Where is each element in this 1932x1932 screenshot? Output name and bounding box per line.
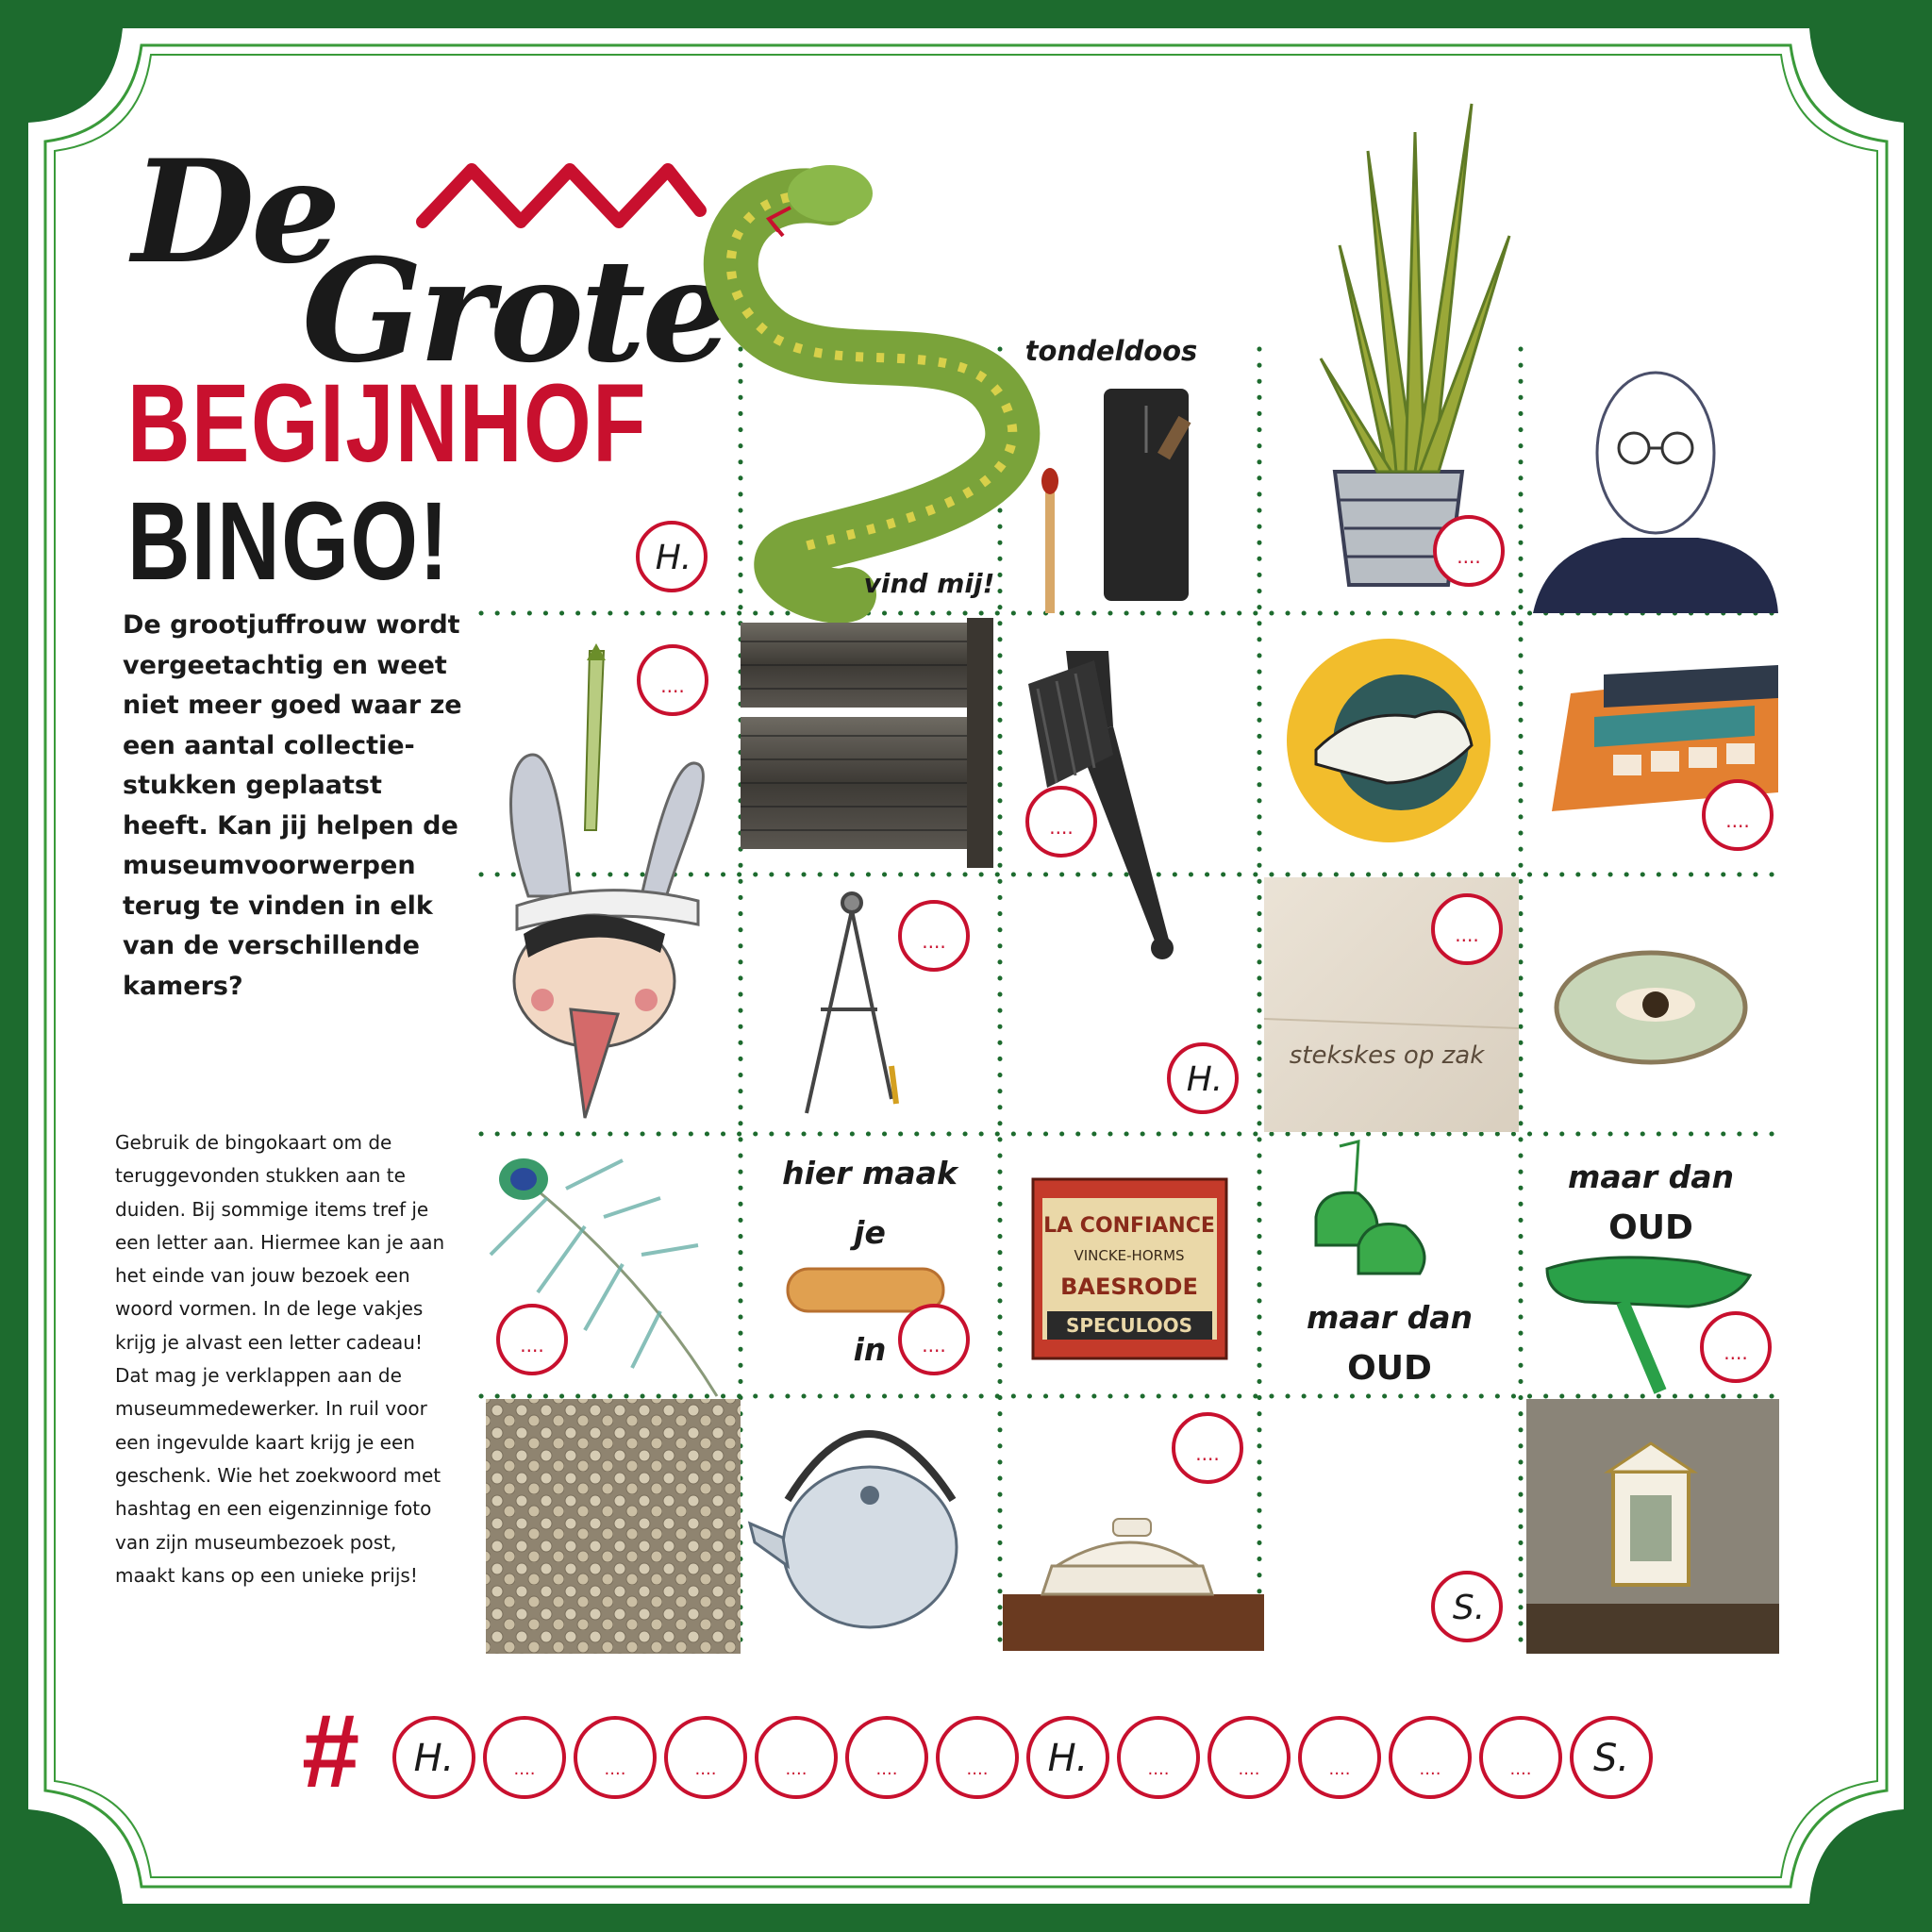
label-hier-maak: hier maak bbox=[782, 1155, 958, 1191]
label-oud-1: OUD bbox=[1347, 1349, 1432, 1388]
bunny-mask-illustration bbox=[510, 755, 703, 1118]
letter-h-1: H. bbox=[655, 539, 692, 577]
wringer-illustration bbox=[741, 618, 993, 868]
plant-illustration bbox=[1321, 104, 1509, 585]
label-stekskes: stekskes op zak bbox=[1289, 1041, 1485, 1070]
hashtag-slot bbox=[1028, 1718, 1108, 1797]
hashtag-row bbox=[302, 1693, 1660, 1809]
label-oud-2: OUD bbox=[1608, 1208, 1693, 1247]
coins-photo bbox=[486, 1399, 741, 1654]
hashtag-slot-text: .... bbox=[1147, 1759, 1170, 1779]
hash-symbol: # bbox=[302, 1693, 360, 1809]
butter-dish-illustration bbox=[1003, 1519, 1264, 1651]
hashtag-slot-text: .... bbox=[604, 1759, 626, 1779]
label-je: je bbox=[854, 1214, 886, 1251]
tin-line-2: VINCKE-HORMS bbox=[1074, 1247, 1185, 1264]
hashtag-slot[interactable] bbox=[666, 1718, 745, 1797]
title-bingo: BINGO! bbox=[127, 479, 450, 604]
eye-miniature-illustration bbox=[1557, 953, 1745, 1062]
hashtag-slot-circle bbox=[757, 1718, 836, 1797]
letter-s: S. bbox=[1452, 1589, 1486, 1627]
tin-line-1: LA CONFIANCE bbox=[1043, 1214, 1215, 1238]
hashtag-slot[interactable] bbox=[575, 1718, 655, 1797]
hashtag-slot[interactable] bbox=[485, 1718, 564, 1797]
hashtag-slot-circle bbox=[485, 1718, 564, 1797]
hashtag-slot-text: H. bbox=[1047, 1737, 1089, 1780]
label-maar-dan-1: maar dan bbox=[1306, 1299, 1474, 1336]
teapot-illustration bbox=[750, 1434, 957, 1627]
hashtag-slot-circle bbox=[1209, 1718, 1289, 1797]
hashtag-slot[interactable] bbox=[1481, 1718, 1560, 1797]
label-vind-mij: vind mij! bbox=[863, 568, 995, 599]
hashtag-slot bbox=[1572, 1718, 1651, 1797]
blank-letter: .... bbox=[1455, 924, 1479, 946]
asparagus-illustration bbox=[585, 643, 606, 830]
letter-h-2: H. bbox=[1186, 1060, 1224, 1099]
lantern-photo bbox=[1526, 1399, 1779, 1654]
hashtag-slot-text: .... bbox=[513, 1759, 536, 1779]
blank-feather: .... bbox=[520, 1334, 544, 1357]
hashtag-slot-circle bbox=[847, 1718, 926, 1797]
compass-illustration bbox=[807, 893, 896, 1113]
intro-text: De grootjuffrouw wordt vergeetachtig en weet niet meer goed waar ze een aantal collectie-stukken geplaatst heeft. Kan jij helpen de museumvoorwerpen terug te vinden in elk van de verschillende kamers? bbox=[123, 610, 462, 1001]
hashtag-slot-circle bbox=[938, 1718, 1017, 1797]
hashtag-slot[interactable] bbox=[757, 1718, 836, 1797]
snake-illustration bbox=[731, 165, 1013, 596]
hashtag-slot-text: H. bbox=[413, 1737, 455, 1780]
hashtag-slot[interactable] bbox=[1300, 1718, 1379, 1797]
hashtag-slot-text: .... bbox=[1419, 1759, 1441, 1779]
tin-line-4: SPECULOOS bbox=[1065, 1314, 1193, 1337]
blank-saddle: .... bbox=[1724, 1341, 1748, 1364]
blank-wringer: .... bbox=[1049, 816, 1074, 839]
hashtag-slots bbox=[302, 1706, 1660, 1809]
label-tondeldoos: tondeldoos bbox=[1024, 335, 1198, 367]
blank-asparagus: .... bbox=[660, 675, 685, 697]
hashtag-slot-text: .... bbox=[1328, 1759, 1351, 1779]
portrait-illustration bbox=[1533, 373, 1778, 613]
hashtag-slot-circle bbox=[1300, 1718, 1379, 1797]
hashtag-slot-circle bbox=[1119, 1718, 1198, 1797]
biscuit-illustration bbox=[788, 1269, 943, 1311]
dog-coaster-illustration bbox=[1287, 639, 1491, 842]
hashtag-slot[interactable] bbox=[938, 1718, 1017, 1797]
hashtag-slot[interactable] bbox=[1119, 1718, 1198, 1797]
hashtag-slot-text: .... bbox=[966, 1759, 989, 1779]
label-maar-dan-2: maar dan bbox=[1567, 1158, 1735, 1195]
blank-biscuit: .... bbox=[922, 1334, 946, 1357]
hashtag-slot-circle bbox=[575, 1718, 655, 1797]
hashtag-slot-text: .... bbox=[694, 1759, 717, 1779]
football-boots-illustration bbox=[1316, 1141, 1424, 1274]
hashtag-slot-circle bbox=[1391, 1718, 1470, 1797]
speculoos-tin-illustration bbox=[1033, 1179, 1226, 1358]
label-in: in bbox=[853, 1331, 887, 1368]
hashtag-slot-text: .... bbox=[875, 1759, 898, 1779]
blank-butter: .... bbox=[1195, 1442, 1220, 1465]
blank-compass: .... bbox=[922, 930, 946, 953]
title-grote: Grote bbox=[302, 228, 728, 394]
hashtag-slot bbox=[394, 1718, 474, 1797]
hashtag-slot[interactable] bbox=[1209, 1718, 1289, 1797]
title-begijnhof: BEGIJNHOF bbox=[127, 361, 648, 486]
hashtag-slot-text: S. bbox=[1592, 1737, 1630, 1780]
blank-lotto: .... bbox=[1725, 809, 1750, 832]
hashtag-slot[interactable] bbox=[847, 1718, 926, 1797]
hashtag-slot-text: .... bbox=[1509, 1759, 1532, 1779]
hashtag-slot[interactable] bbox=[1391, 1718, 1470, 1797]
tin-line-3: BAESRODE bbox=[1060, 1274, 1198, 1300]
hashtag-slot-text: .... bbox=[785, 1759, 808, 1779]
title-de: De bbox=[132, 129, 338, 295]
rules-text: Gebruik de bingokaart om de teruggevonden stukken aan te duiden. Bij sommige items tref je een letter aan. Hiermee kan je aan het einde van jouw bezoek een woord vormen. In de lege vakjes krijg je alvast een letter cadeau! Dat mag je verklappen aan de museummedewerker. In ruil voor een ingevulde kaart krijg je een geschenk. Wie het zoekwoord met hashtag en een eigenzinnige foto van zijn museumbezoek post, maakt kans op een unieke prijs! bbox=[115, 1131, 445, 1587]
hashtag-slot-circle bbox=[1481, 1718, 1560, 1797]
tinderbox-illustration bbox=[1041, 389, 1191, 613]
blank-plant: .... bbox=[1457, 545, 1481, 568]
hashtag-slot-text: .... bbox=[1238, 1759, 1260, 1779]
hashtag-slot-circle bbox=[666, 1718, 745, 1797]
